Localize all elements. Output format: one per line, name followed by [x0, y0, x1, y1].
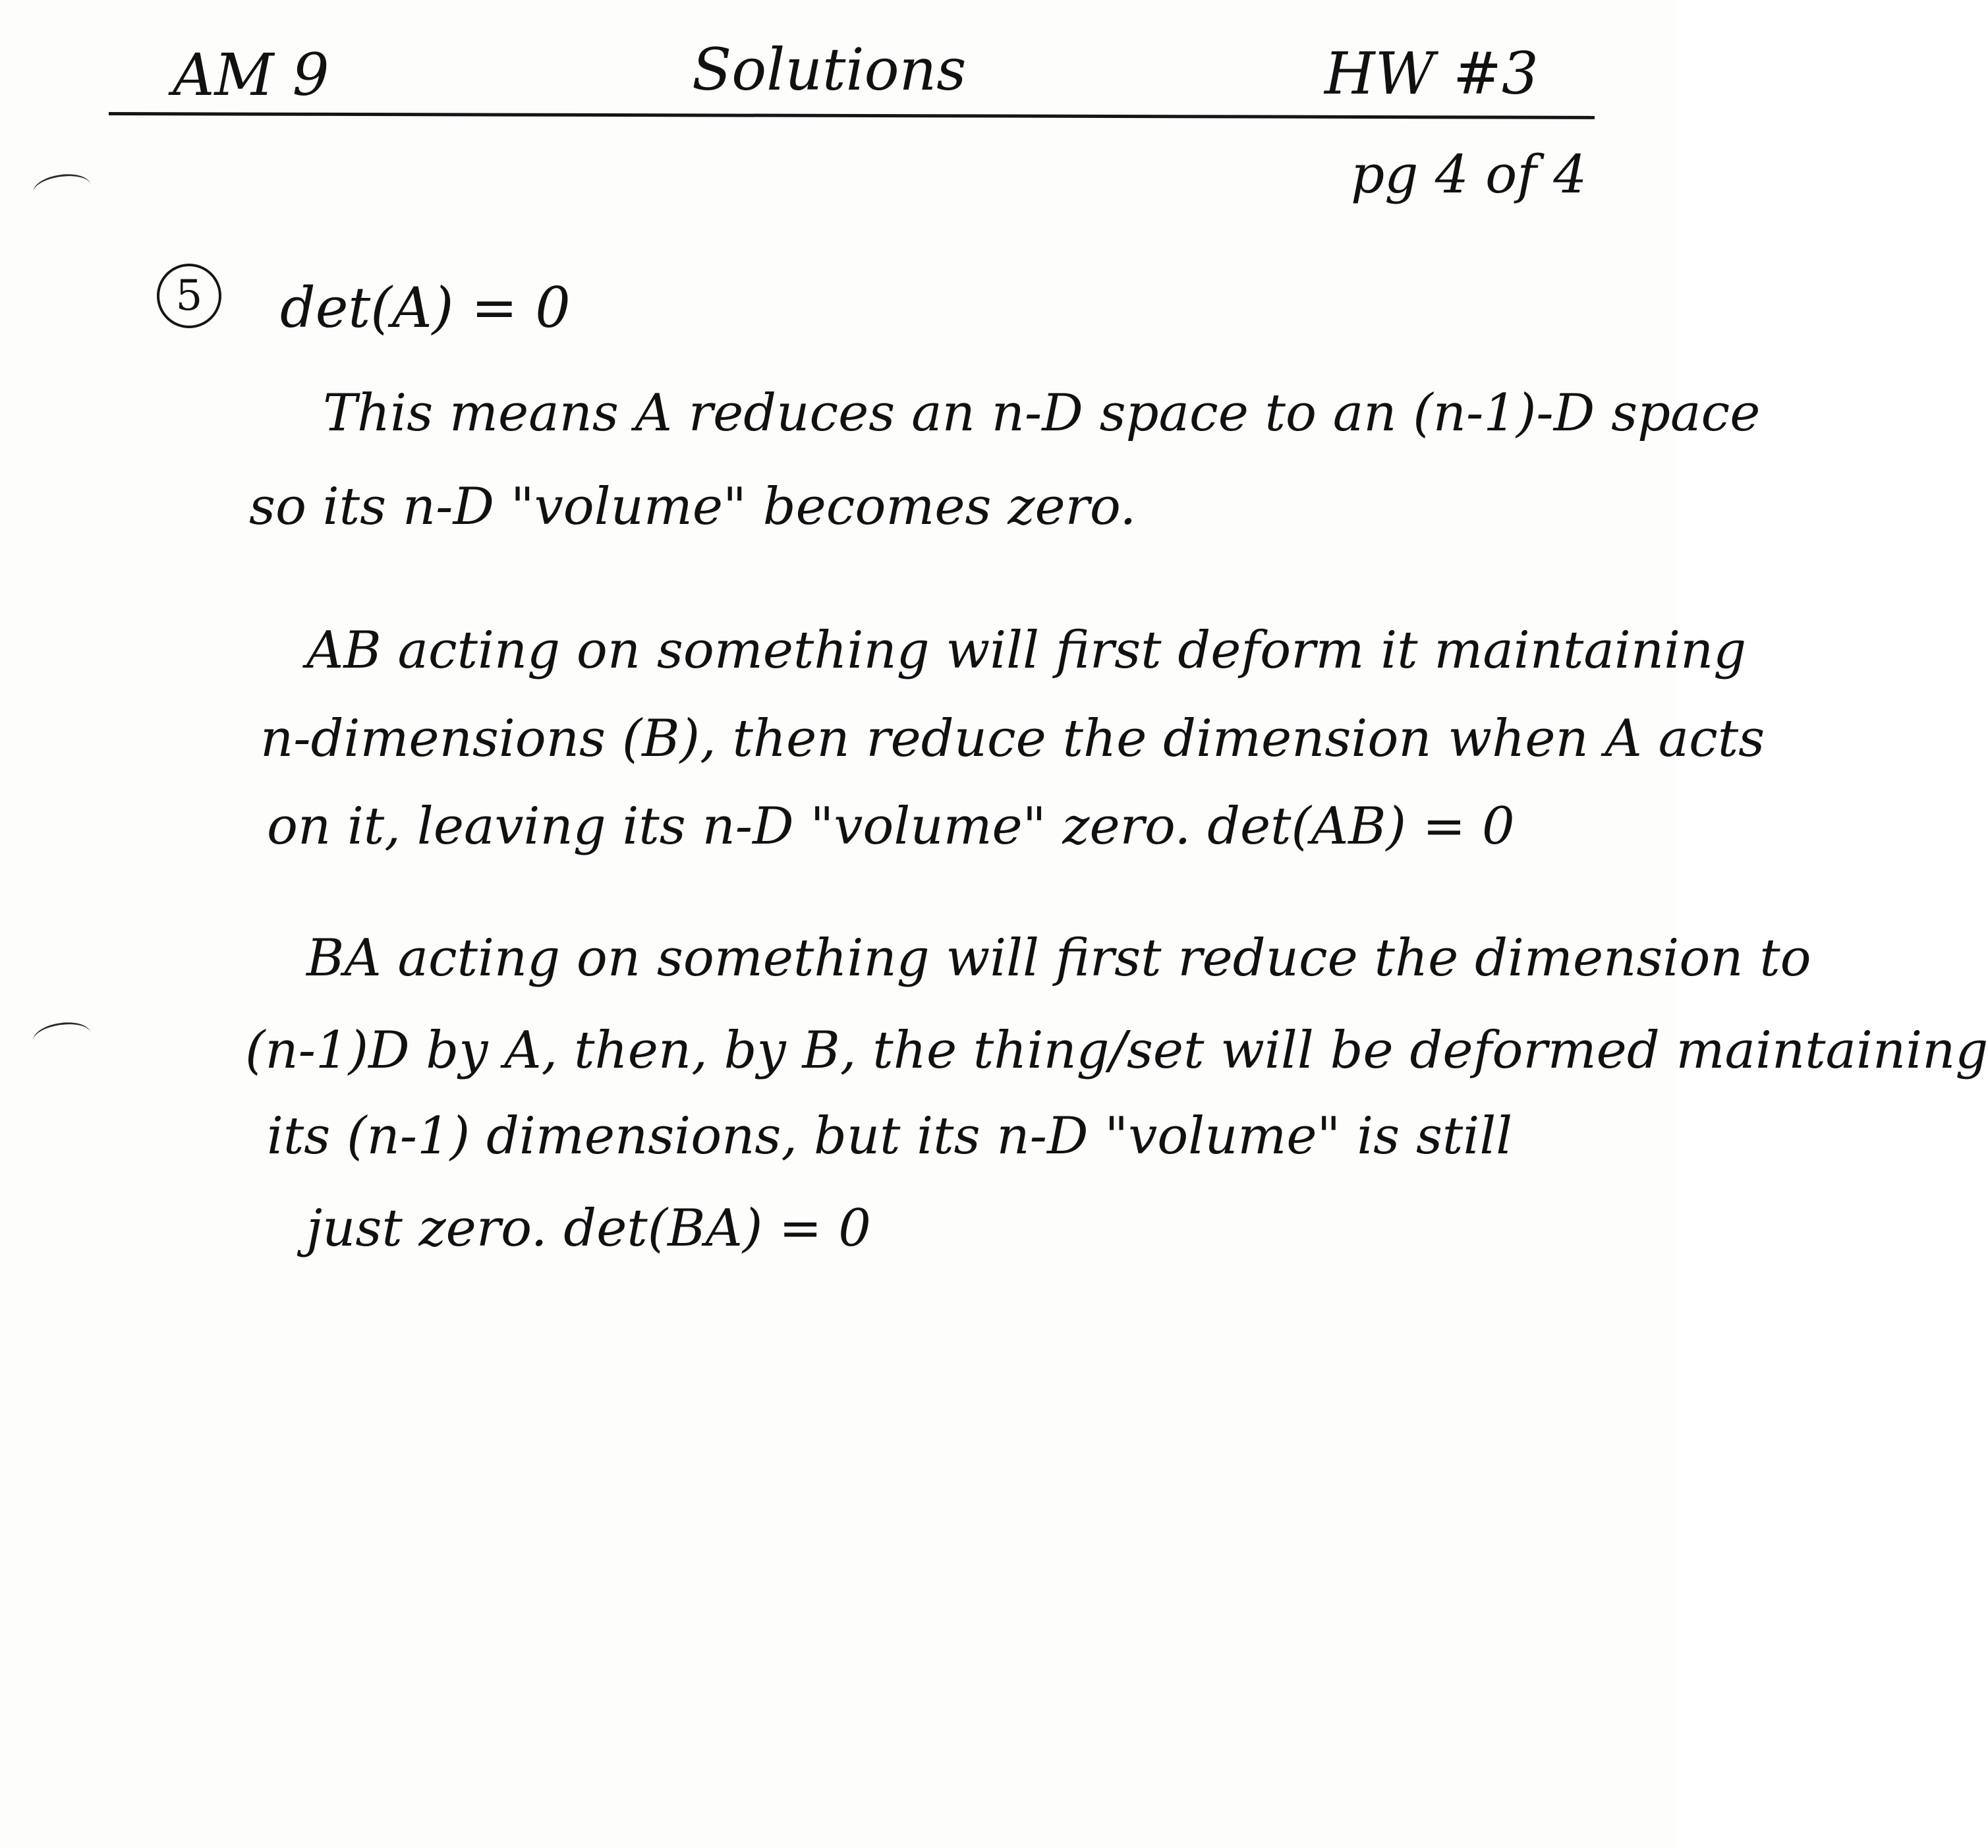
answer-line-5: n-dimensions (B), then reduce the dimension when A acts	[260, 709, 1765, 768]
assignment-label: HW #3	[1324, 40, 1539, 107]
answer-line-1: det(A) = 0	[280, 275, 571, 340]
answer-line-7: BA acting on something will first reduce the dimension to	[306, 929, 1811, 988]
answer-line-8: (n-1)D by A, then, by B, the thing/set will be deformed maintaining	[245, 1021, 1988, 1080]
answer-line-10: just zero. det(BA) = 0	[306, 1199, 871, 1258]
page-title: Solutions	[692, 36, 967, 103]
course-label: AM 9	[173, 41, 329, 109]
page-number: pg 4 of 4	[1351, 144, 1587, 205]
punch-hole-mark	[31, 1019, 92, 1055]
punch-hole-mark	[31, 171, 92, 207]
answer-line-9: its (n-1) dimensions, but its n-D "volume" is still	[267, 1107, 1513, 1166]
answer-line-4: AB acting on something will first deform it maintaining	[306, 621, 1747, 680]
answer-line-6: on it, leaving its n-D "volume" zero. det(AB) = 0	[267, 797, 1515, 856]
answer-line-2: This means A reduces an n-D space to an (n-1)-D space	[323, 384, 1761, 443]
header-rule	[109, 112, 1595, 119]
problem-number-badge: 5	[157, 264, 221, 328]
answer-line-3: so its n-D "volume" becomes zero.	[249, 477, 1137, 536]
